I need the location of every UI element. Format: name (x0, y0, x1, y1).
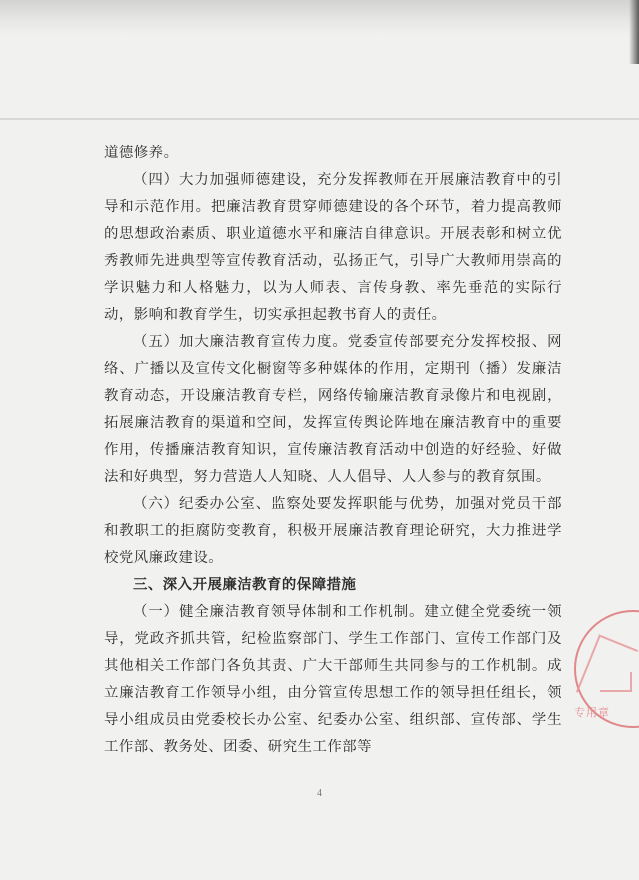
seal-mark-stroke-2 (600, 672, 632, 692)
paragraph-leadership-system: （一）健全廉洁教育领导体制和工作机制。建立健全党委统一领导，党政齐抓共管，纪检监察部门、学生工作部门、宣传工作部门及其他相关工作部门各负其责、广大干部师生共同参与的工作机制。成立廉洁教育工作领导小组，由分管宣传思想工作的领导担任组长，领导小组成员由党委校长办公室、纪委办公室、组织部、宣传部、学生工作部、教务处、团委、研究生工作部等 (104, 604, 562, 755)
seal-text: 专用章 (574, 706, 610, 719)
paragraph-discipline-office: （六）纪委办公室、监察处要发挥职能与优势，加强对党员干部和教职工的拒腐防变教育，积极开展廉洁教育理论研究，大力推进学校党风廉政建设。 (104, 496, 562, 566)
paragraph-moral-cultivation: 道德修养。 (104, 145, 179, 161)
section-heading-safeguards: 三、深入开展廉洁教育的保障措施 (133, 577, 357, 593)
paragraph-teacher-ethics: （四）大力加强师德建设，充分发挥教师在开展廉洁教育中的引导和示范作用。把廉洁教育贯穿师德建设的各个环节，着力提高教师的思想政治素质、职业道德水平和廉洁自律意识。开展表彰和树立优秀教师先进典型等宣传教育活动，弘扬正气，引导广大教师用崇高的学识魅力和人格魅力，以为人师表、言传身教、率先垂范的实际行动，影响和教育学生，切实承担起教书育人的责任。 (104, 172, 562, 323)
page-number: 4 (317, 788, 322, 799)
paragraph-publicity: （五）加大廉洁教育宣传力度。党委宣传部要充分发挥校报、网络、广播以及宣传文化橱窗等多种媒体的作用，定期刊（播）发廉洁教育动态，开设廉洁教育专栏，网络传输廉洁教育录像片和电视剧，拓展廉洁教育的渠道和空间，发挥宣传舆论阵地在廉洁教育中的重要作用，传播廉洁教育知识，宣传廉洁教育活动中创造的好经验、好做法和好典型，努力营造人人知晓、人人倡导、人人参与的教育氛围。 (104, 334, 562, 485)
page-edge-line (0, 118, 639, 120)
document-body (104, 140, 562, 761)
scan-top-shadow (0, 0, 639, 36)
scan-edge-mark (629, 0, 639, 64)
